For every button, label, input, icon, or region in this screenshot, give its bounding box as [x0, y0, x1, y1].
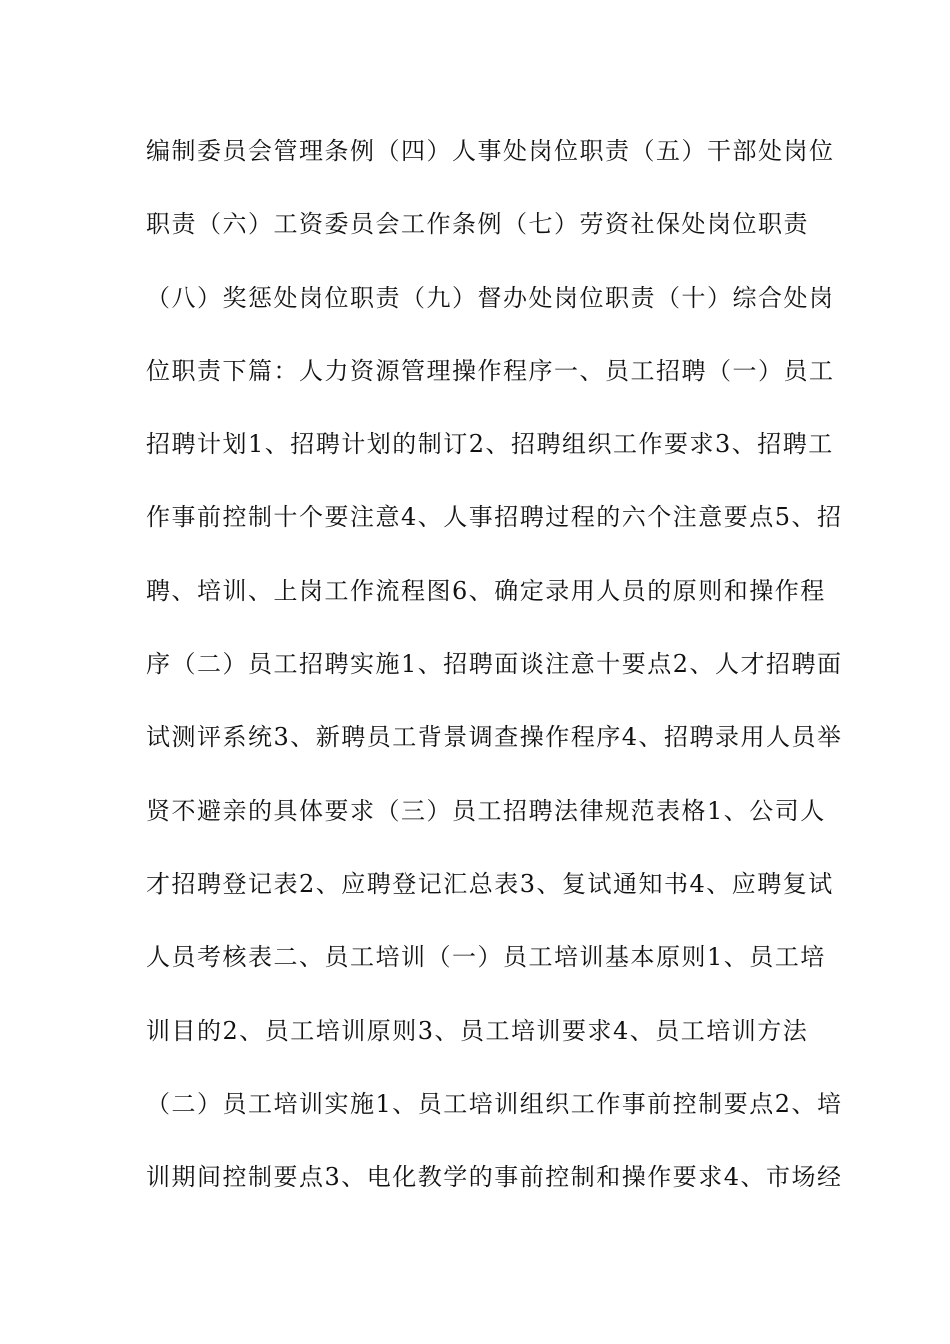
text-line-3: （八）奖惩处岗位职责（九）督办处岗位职责（十）综合处岗 — [146, 283, 835, 312]
text-line-8: 序（二）员工招聘实施1、招聘面谈注意十要点2、人才招聘面 — [146, 650, 843, 679]
body-text — [146, 126, 843, 1225]
text-line-9: 试测评系统3、新聘员工背景调查操作程序4、招聘录用人员举 — [146, 723, 843, 752]
text-line-2: 职责（六）工资委员会工作条例（七）劳资社保处岗位职责 — [146, 210, 809, 239]
text-line-15: 训期间控制要点3、电化教学的事前控制和操作要求4、市场经 — [146, 1163, 843, 1192]
text-line-11: 才招聘登记表2、应聘登记汇总表3、复试通知书4、应聘复试 — [146, 869, 834, 898]
text-line-13: 训目的2、员工培训原则3、员工培训要求4、员工培训方法 — [146, 1016, 809, 1045]
text-line-10: 贤不避亲的具体要求（三）员工招聘法律规范表格1、公司人 — [146, 796, 826, 825]
text-line-14: （二）员工培训实施1、员工培训组织工作事前控制要点2、培 — [146, 1089, 843, 1118]
text-line-5: 招聘计划1、招聘计划的制订2、招聘组织工作要求3、招聘工 — [146, 430, 834, 459]
text-line-12: 人员考核表二、员工培训（一）员工培训基本原则1、员工培 — [146, 943, 826, 972]
text-line-4: 位职责下篇：人力资源管理操作程序一、员工招聘（一）员工 — [146, 356, 835, 385]
text-line-1: 编制委员会管理条例（四）人事处岗位职责（五）干部处岗位 — [146, 137, 835, 165]
text-line-6: 作事前控制十个要注意4、人事招聘过程的六个注意要点5、招 — [146, 503, 843, 532]
text-line-7: 聘、培训、上岗工作流程图6、确定录用人员的原则和操作程 — [146, 576, 826, 605]
